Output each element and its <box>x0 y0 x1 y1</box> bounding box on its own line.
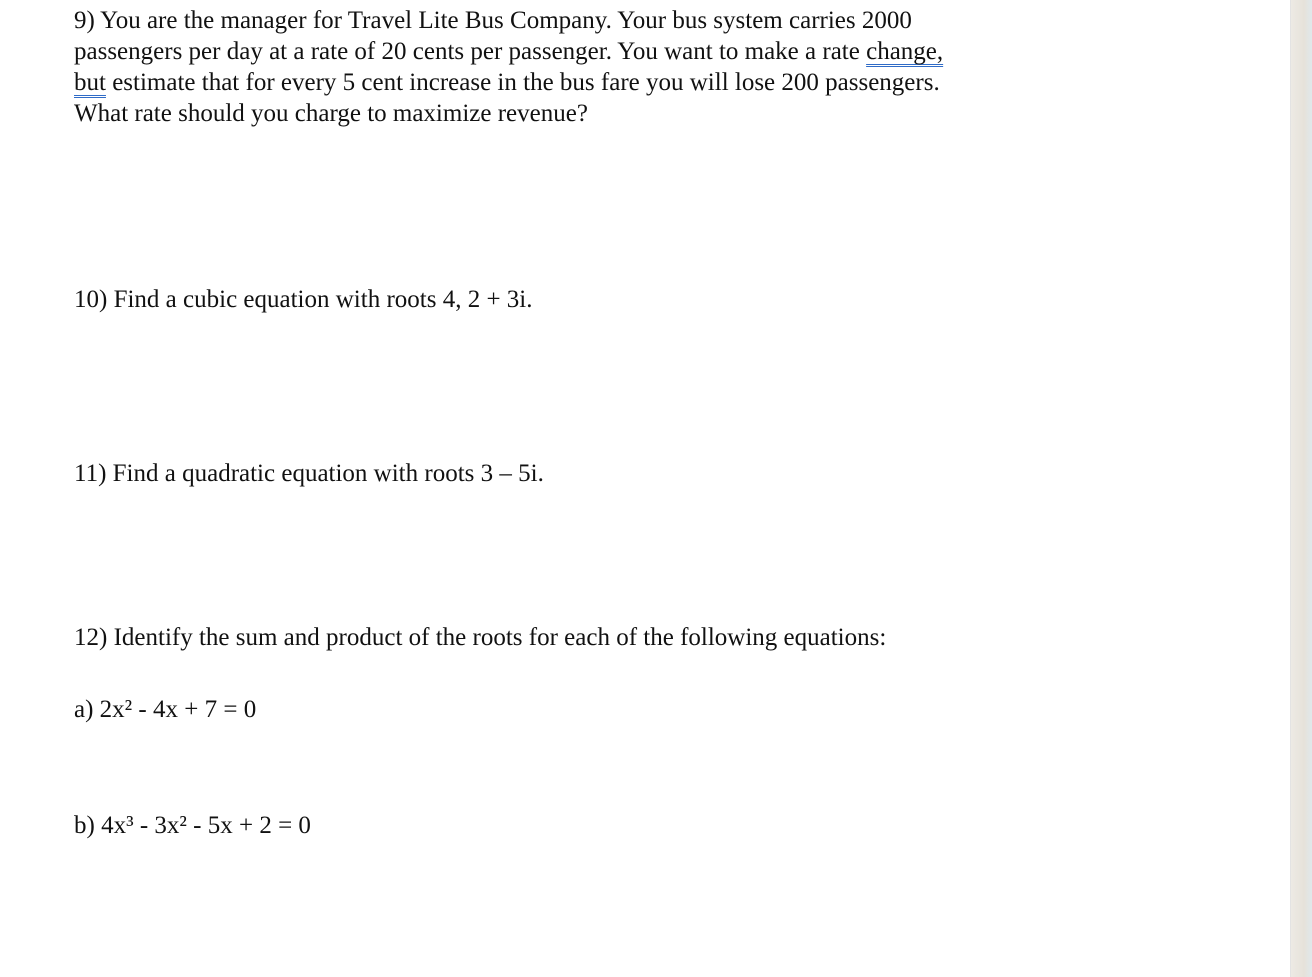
problem-9-line-1: 9) You are the manager for Travel Lite Bus Company. Your bus system carries 2000 <box>74 7 912 34</box>
problem-11: 11) Find a quadratic equation with roots 3 – 5i. <box>74 460 544 487</box>
window-side-panel <box>1290 0 1312 977</box>
problem-12b: b) 4x³ - 3x² - 5x + 2 = 0 <box>74 812 311 839</box>
problem-9 <box>74 5 943 129</box>
problem-12: 12) Identify the sum and product of the roots for each of the following equations: <box>74 624 887 651</box>
grammar-flag-but[interactable]: but <box>74 69 106 96</box>
problem-10: 10) Find a cubic equation with roots 4, 2 + 3i. <box>74 286 533 313</box>
problem-9-line-4: What rate should you charge to maximize revenue? <box>74 100 588 127</box>
problem-12a: a) 2x² - 4x + 7 = 0 <box>74 696 257 723</box>
problem-9-line-3-text: estimate that for every 5 cent increase in the bus fare you will lose 200 passengers. <box>105 69 940 96</box>
problem-9-line-2-text: passengers per day at a rate of 20 cents per passenger. You want to make a rate <box>74 38 867 65</box>
problem-9-line-3 <box>74 67 943 98</box>
problem-9-line-2 <box>74 36 943 67</box>
grammar-flag-change[interactable]: change, <box>866 38 944 65</box>
